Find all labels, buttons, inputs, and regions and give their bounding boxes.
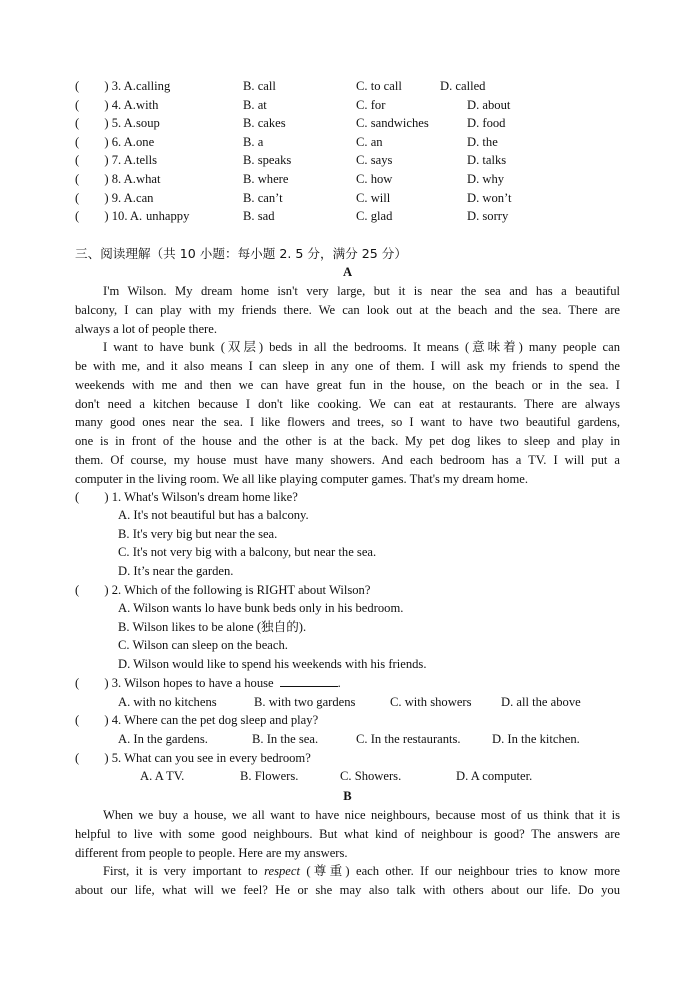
passage-b-text: First, it is very important to	[103, 864, 265, 879]
option-d: D. sorry	[467, 209, 509, 224]
passage-a-line: balcony, I can play with my friends there. We can look out at the beach and the sea. There are	[75, 302, 620, 317]
passage-a-line: I'm Wilson. My dream home isn't very large, but it is near the sea and has a beautiful	[103, 284, 620, 298]
option-d: D. about	[467, 97, 511, 112]
answer-option: B. It's very big but near the sea.	[118, 526, 278, 541]
answer-option: D. It’s near the garden.	[118, 563, 234, 578]
option-a: can	[136, 190, 154, 205]
option-b: B. cakes	[243, 116, 286, 131]
answer-option: A. A TV.	[140, 769, 185, 783]
question-stem: ( ) 1. What's Wilson's dream home like?	[75, 490, 298, 504]
question-stem: ( ) 5. What can you see in every bedroom?	[75, 751, 311, 765]
passage-a-line: many good ones near the sea. I like flowers and trees, so I want to have two beautiful gardens,	[75, 415, 620, 430]
cloze-number: ( ) 4. A.	[75, 97, 136, 112]
passage-a-line: computer in the living room. We all like playing computer games. That's my dream home.	[75, 471, 529, 486]
answer-option: C. with showers	[390, 695, 472, 709]
passage-a-line: be with me, and it also means I can sleep in any one of them. I will ask my friends to spend the	[75, 359, 620, 373]
option-a: one	[136, 134, 155, 149]
answer-option: D. all the above	[501, 695, 581, 709]
answer-option: B. Flowers.	[240, 769, 299, 783]
option-a: soup	[136, 116, 160, 131]
option-b: B. at	[243, 97, 267, 112]
option-b: B. where	[243, 172, 289, 186]
option-c: C. for	[356, 97, 386, 112]
answer-option: C. Wilson can sleep on the beach.	[118, 638, 288, 653]
question-stem-text: ( ) 3. Wilson hopes to have a house	[75, 676, 274, 690]
option-b: B. speaks	[243, 153, 292, 168]
cloze-number: ( ) 10. A.	[75, 209, 143, 224]
option-b: B. can’t	[243, 190, 283, 205]
cloze-number: ( ) 7. A.	[75, 153, 136, 168]
question-stem: ( ) 4. Where can the pet dog sleep and play?	[75, 713, 319, 727]
option-b: B. call	[243, 79, 276, 93]
question-stem: ( ) 2. Which of the following is RIGHT about Wilson?	[75, 583, 371, 597]
answer-option: A. It's not beautiful but has a balcony.	[118, 508, 309, 522]
option-d: D. the	[467, 134, 498, 149]
passage-a-label: A	[342, 265, 353, 279]
answer-option: B. In the sea.	[252, 732, 319, 746]
option-a: tells	[136, 153, 157, 168]
answer-option: A. with no kitchens	[118, 695, 217, 709]
option-b: B. a	[243, 134, 264, 149]
passage-a-line: weekends with me and then we can have great fun in the house, on the beach or in the sea. I	[75, 377, 620, 392]
answer-option: C. It's not very big with a balcony, but near the sea.	[118, 545, 377, 559]
answer-option: D. Wilson would like to spend his weekends with his friends.	[118, 656, 427, 671]
option-c: C. to call	[356, 79, 402, 93]
option-b: B. sad	[243, 209, 275, 224]
cloze-number: ( ) 8. A.	[75, 172, 136, 186]
passage-a-line: I want to have bunk (双层) beds in all the bedrooms. It means (意味着) many people can	[103, 340, 620, 355]
answer-option: A. Wilson wants lo have bunk beds only in his bedroom.	[118, 601, 404, 615]
answer-option: B. with two gardens	[254, 695, 356, 709]
answer-option: A. In the gardens.	[118, 732, 208, 746]
option-c: C. will	[356, 190, 391, 205]
answer-option: D. A computer.	[456, 769, 533, 783]
option-d: D. why	[467, 172, 505, 186]
passage-b-text: (尊重) each other. If our neighbour tries to know more	[299, 864, 620, 879]
option-d: D. talks	[467, 153, 507, 168]
passage-a-line: always a lot of people there.	[75, 321, 217, 336]
passage-b-italic-word: respect	[264, 864, 300, 879]
question-stem-end: .	[337, 676, 341, 690]
passage-b-line: helpful to live with some good neighbours. But what kind of neighbour is good? The answers are	[75, 826, 620, 841]
option-c: C. says	[356, 153, 393, 168]
answer-option: C. Showers.	[340, 769, 402, 783]
question-stem	[75, 674, 341, 692]
cloze-number: ( ) 6. A.	[75, 134, 136, 149]
option-c: C. an	[356, 134, 383, 149]
passage-a-line: one is in front of the house and the other is at the back. My pet dog likes to sleep and play in	[75, 434, 620, 448]
option-a: unhappy	[146, 209, 190, 224]
section-heading: 三、阅读理解（共 10 小题：每小题 2. 5 分，满分 25 分）	[75, 246, 407, 261]
passage-b-line: about our life, what will we feel? He or she may also talk with others about our life. Do you	[75, 883, 620, 898]
passage-b-line: different from people to people. Here are my answers.	[75, 845, 348, 860]
answer-option: C. In the restaurants.	[356, 732, 461, 746]
option-c: C. how	[356, 172, 393, 186]
passage-a-line: them. Of course, my house must have many showers. And each bedroom has a TV. I will put a	[75, 452, 620, 467]
answer-option: B. Wilson likes to be alone (独自的).	[118, 619, 307, 634]
option-a: what	[136, 172, 161, 186]
passage-b-line	[103, 862, 620, 880]
passage-b-label: B	[343, 789, 352, 803]
option-c: C. glad	[356, 209, 393, 224]
option-d: D. called	[440, 79, 486, 93]
option-d: D. food	[467, 116, 506, 131]
passage-a-line: don't need a kitchen because I don't like cooking. We can eat at restaurants. There are always	[75, 396, 620, 411]
answer-option: D. In the kitchen.	[492, 732, 580, 746]
cloze-number: ( ) 3. A.	[75, 79, 136, 93]
cloze-number: ( ) 5. A.	[75, 116, 136, 131]
option-a: calling	[136, 79, 171, 93]
option-a: with	[136, 97, 159, 112]
option-c: C. sandwiches	[356, 116, 429, 131]
cloze-number: ( ) 9. A.	[75, 190, 136, 205]
option-d: D. won’t	[467, 190, 512, 205]
answer-blank	[280, 674, 338, 687]
passage-b-line: When we buy a house, we all want to have nice neighbours, because most of us think that it is	[103, 808, 620, 822]
